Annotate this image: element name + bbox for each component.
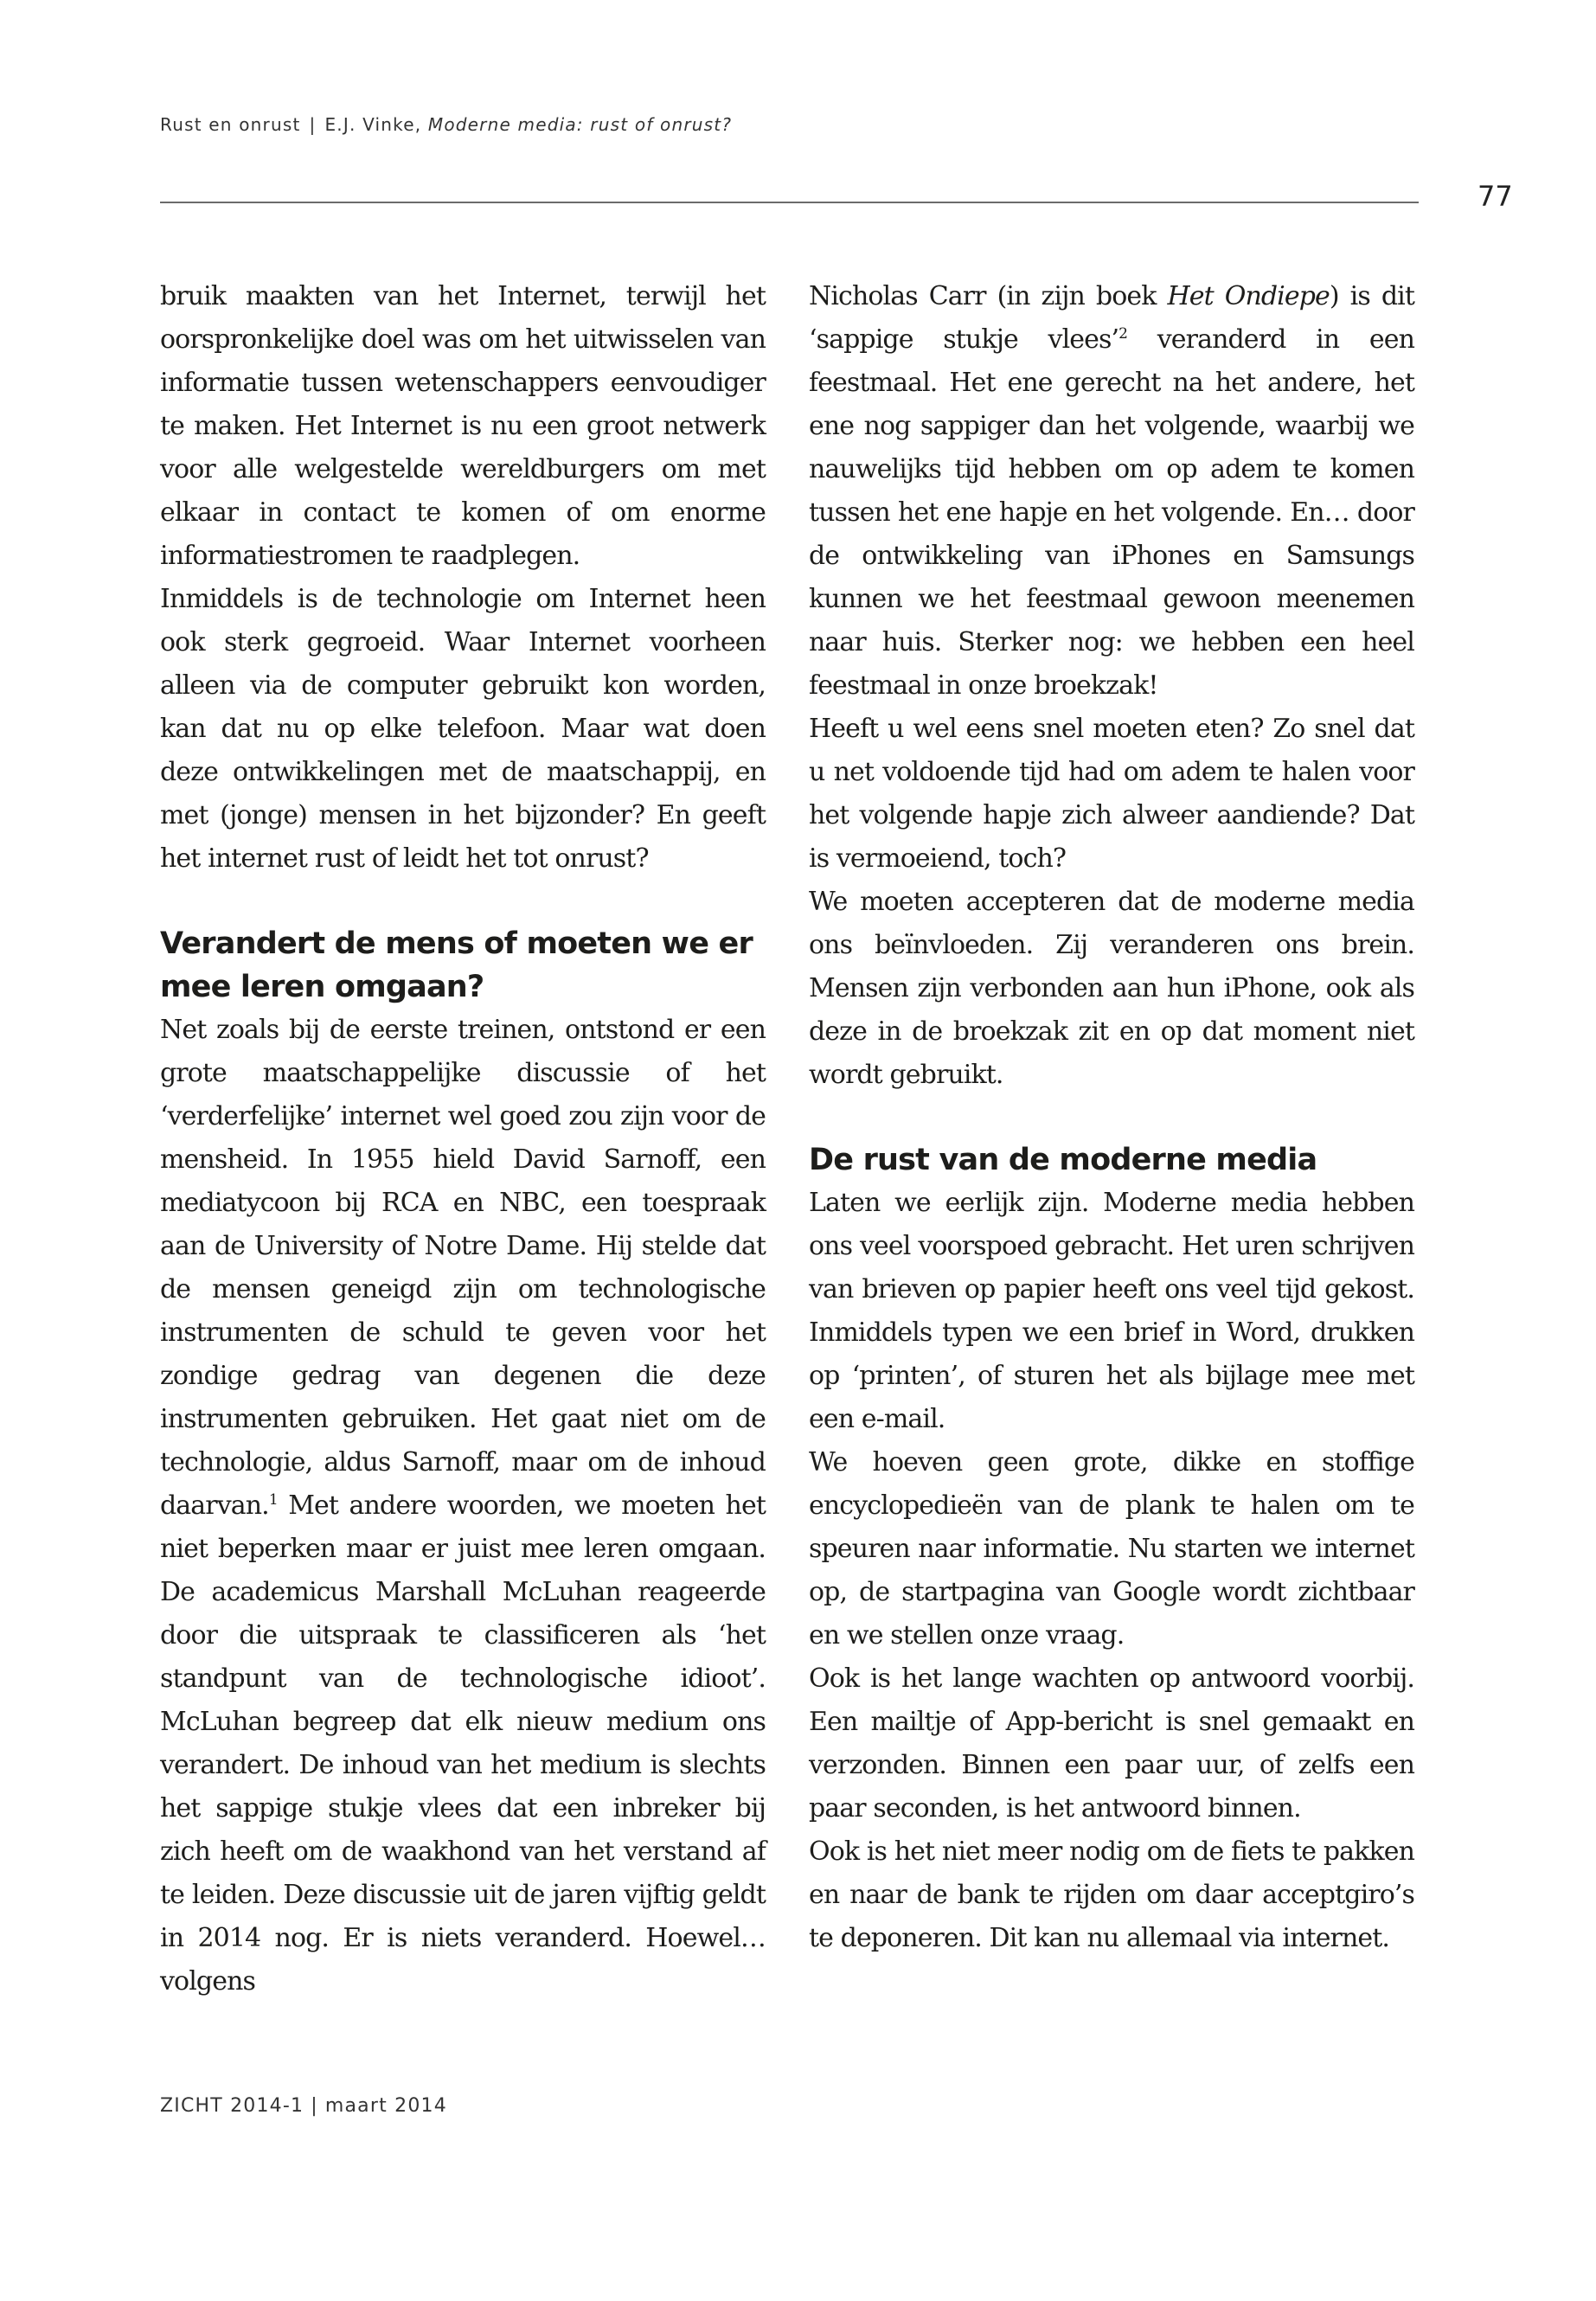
right-paragraph-2: Heeft u wel eens snel moeten eten? Zo snel dat u net voldoende tijd had om adem te halen voor het volgende hapje zich alweer aandiende? Dat is vermoeiend, toch? [809, 714, 1414, 874]
left-paragraph-3-part-1: Net zoals bij de eerste treinen, ontstond er een grote maatschappelijke discussie of het ‘verderfelijke’ internet wel goed zou zijn voor de mensheid. In 1955 hield David Sarnoff, een mediatycoon bij RCA en NBC, een toespraak aan de University of Notre Dame. Hij stelde dat de mensen geneigd zijn om technologische instrumenten de schuld te geven voor het zondige gedrag van degenen die deze instrumenten gebruiken. Het gaat niet om de technologie, aldus Sarnoff, maar om de inhoud daarvan. [160, 1015, 766, 1521]
left-paragraph-2: Inmiddels is de technologie om Internet heen ook sterk gegroeid. Waar Internet voorheen alleen via de computer gebruikt kon worden, kan dat nu op elke telefoon. Maar wat doen deze ontwikkelingen met de maatschappij, en met (jonge) mensen in het bijzonder? En geeft het internet rust of leidt het tot onrust? [160, 584, 766, 874]
section-heading-rust: De rust van de moderne media [809, 1143, 1317, 1177]
right-paragraph-1-end: veranderd in een feestmaal. Het ene gerecht na het andere, het ene nog sappiger dan het volgende, waarbij we nauwelijks tijd hebben om op adem te komen tussen het ene hapje en het volgende. En… door de ontwikkeling van iPhones en Samsungs kunnen we het feestmaal gewoon meenemen naar huis. Sterker nog: we hebben een heel feestmaal in onze broekzak! [809, 324, 1415, 701]
left-paragraph-3-part-2: Met andere woorden, we moeten het niet beperken maar er juist mee leren omgaan. De academicus Marshall McLuhan reageerde door die uitspraak te classificeren als ‘het standpunt van de technologische idioot’. McLuhan begreep dat elk nieuw medium ons verandert. De inhoud van het medium is slechts het sappige stukje vlees dat een inbreker bij zich heeft om de waakhond van het verstand af te leiden. Deze discussie uit de jaren vijftig geldt in 2014 nog. Er is niets veranderd. Hoewel… volgens [160, 1490, 766, 1997]
running-head [160, 114, 732, 135]
right-paragraph-3: We moeten accepteren dat de moderne media ons beïnvloeden. Zij veranderen ons brein. Mensen zijn verbonden aan hun iPhone, ook als deze in de broekzak zit en op dat moment niet wordt gebruikt. [809, 887, 1414, 1090]
right-paragraph-6: Ook is het lange wachten op antwoord voorbij. Een mailtje of App-bericht is snel gemaakt en verzonden. Binnen een paar uur, of zelfs een paar seconden, is het antwoord binnen. [809, 1663, 1414, 1823]
page-number: 77 [1477, 180, 1513, 213]
footer-separator: | [311, 2095, 318, 2117]
right-paragraph-1 [809, 275, 1414, 708]
right-paragraph-1-mid: ) is dit ‘sappige stukje vlees’ [809, 281, 1415, 355]
running-head-article-title: Moderne media: rust of onrust? [427, 114, 733, 135]
running-head-author: E.J. Vinke, [324, 114, 422, 135]
section-heading-verandert: Verandert de mens of moeten we er mee leren omgaan? [160, 926, 753, 1004]
footnote-ref-2[interactable]: 2 [1118, 325, 1128, 343]
left-paragraph-3 [160, 1009, 766, 2003]
left-paragraph-1: bruik maakten van het Internet, terwijl het oorspronkelijke doel was om het uitwisselen van informatie tussen wetenschappers eenvoudiger te maken. Het Internet is nu een groot netwerk voor alle welgestelde wereldburgers om met elkaar in contact te komen of om enorme informatiestromen te raadplegen. [160, 281, 766, 571]
right-paragraph-4: Laten we eerlijk zijn. Moderne media hebben ons veel voorspoed gebracht. Het uren schrijven van brieven op papier heeft ons veel tijd gekost. Inmiddels typen we een brief in Word, drukken op ‘printen’, of sturen het als bijlage mee met een e-mail. [809, 1188, 1414, 1434]
left-column [160, 275, 766, 2003]
right-paragraph-5: We hoeven geen grote, dikke en stoffige encyclopedieën van de plank te halen om te speuren naar informatie. Nu starten we internet op, de startpagina van Google wordt zichtbaar en we stellen onze vraag. [809, 1447, 1414, 1650]
footer-date: maart 2014 [324, 2095, 447, 2117]
book-title: Het Ondiepe [1167, 281, 1330, 311]
running-head-separator: | [309, 114, 317, 135]
page-footer [160, 2095, 447, 2117]
right-paragraph-7: Ook is het niet meer nodig om de fiets te pakken en naar de bank te rijden om daar acceptgiro’s te deponeren. Dit kan nu allemaal via internet. [809, 1836, 1414, 1953]
footer-publication: ZICHT 2014-1 [160, 2095, 304, 2117]
running-head-section: Rust en onrust [160, 114, 301, 135]
header-rule [160, 202, 1419, 203]
right-column [809, 275, 1414, 1960]
right-paragraph-1-start: Nicholas Carr (in zijn boek [809, 281, 1168, 311]
footnote-ref-1[interactable]: 1 [268, 1491, 278, 1509]
